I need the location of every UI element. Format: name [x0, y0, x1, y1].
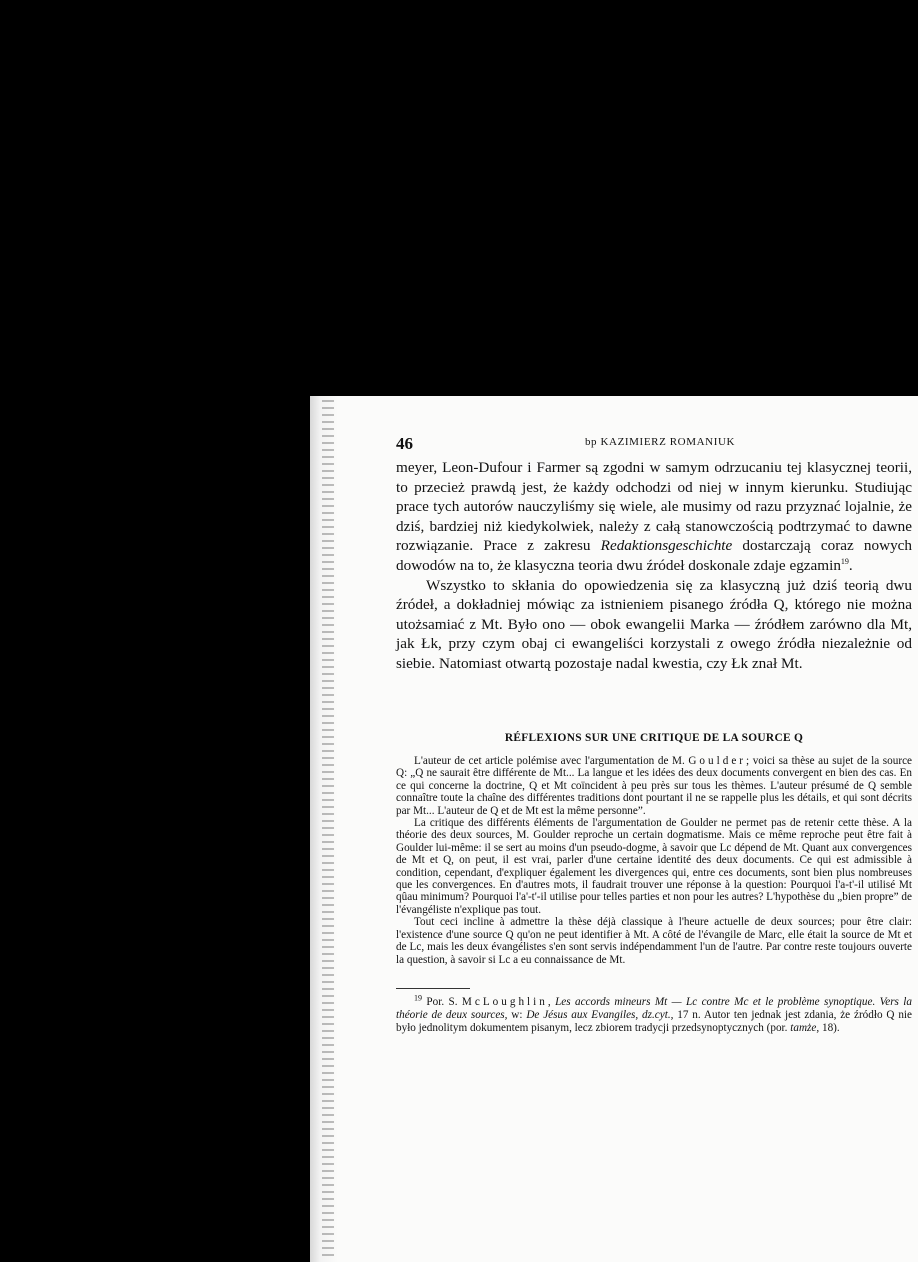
summary-paragraph-1: L'auteur de cet article polémise avec l'argumentation de M. Goulder; voici sa thèse au sujet de la source Q: „Q ne saurait être différente de Mt... La langue et les idées des deux documents convergent en bien des cas. En ce qui concerne la doctrine, Q et Mt coïncident à peu près sur tous les thèmes. L'auteur présumé de Q semble connaître toute la chaîne des différentes traditions dont pourtant il ne se rappelle plus les détails, et qui sont décrits par Mt... L'auteur de Q et de Mt est la même personne”. — [396, 755, 912, 817]
paragraph-2: Wszystko to skłania do opowiedzenia się za klasyczną już dziś teorią dwu źródeł, a dokładniej mówiąc za istnieniem pisanego źródła Q, którego nie można utożsamiać z Mt. Było ono — obok ewangelii Marka — źródłem zarówno dla Mt, jak Łk, przy czym obaj ci ewangeliści korzystali z owego źródła niezależnie od siebie. Natomiast otwartą pozostaje nadal kwestia, czy Łk znał Mt. — [396, 576, 912, 672]
summary-paragraph-3: Tout ceci incline à admettre la thèse déjà classique à l'heure actuelle de deux sources; pour être clair: l'existence d'une source Q qu'on ne peut identifier à Mt. A côté de l'évangile de Marc, elle était la source de Mt et de Lc, mais les deux évangélistes s'en sont servis indépendamment l'un de l'autre. Par contre reste toujours ouverte la question, à savoir si Lc a eu connaissance de Mt. — [396, 916, 912, 966]
running-head: bp KAZIMIERZ ROMANIUK — [584, 436, 736, 448]
main-text — [396, 458, 912, 674]
binding-edge — [322, 400, 334, 1258]
summary-text — [396, 755, 912, 966]
footnote-rule — [396, 988, 470, 989]
summary-paragraph-2: La critique des différents éléments de l'argumentation de Goulder ne permet pas de retenir cette thèse. A la théorie des deux sources, M. Goulder reproche un certain dogmatisme. Mais ce même reproche peut être fait à Goulder lui-même: il se sert au moins d'un pseudo-dogme, à savoir que Lc dépend de Mt. Quant aux convergences de Mt et Q, on peut, il est vrai, parler d'une certaine identité des deux documents. Ce qui est admissible à condition, cependant, d'expliquer également les divergences qui, entre ces documents, sont bien plus nombreuses que les convergences. En d'autres mots, il faudrait trouver une réponse à la question: Pourquoi l'a-t'-il utilisé Mt qûau minimum? Pourquoi l'a'-t'-il utilise pour telles parties et non pour les autres? L'hypothèse du „bien propre” de l'évangéliste n'explique pas tout. — [396, 817, 912, 916]
paragraph-1: meyer, Leon-Dufour i Farmer są zgodni w samym odrzucaniu tej klasycznej teorii, to przecież prawdą jest, że każdy odchodzi od niej w innym kierunku. Studiując prace tych autorów nauczyliśmy się wiele, ale musimy od razu przyznać lojalnie, że dziś, bardziej niż kiedykolwiek, należy z całą stanowczością podtrzymać to dawne rozwiązanie. Prace z zakresu Redaktionsgeschichte dostarczają coraz nowych dowodów na to, że klasyczna teoria dwu źródeł doskonale zdaje egzamin$^{19}$. — [396, 459, 913, 574]
summary-title: RÉFLEXIONS SUR UNE CRITIQUE DE LA SOURCE Q — [504, 732, 804, 744]
scan-background — [0, 0, 918, 396]
footnote-19: $^{19}$ Por. S. McLoughlin, Les accords mineurs Mt — Lc contre Mc et le problème synoptique. Vers la théorie de deux sources, w: De Jésus aux Evangiles, dz.cyt., 17 n. Autor ten jednak jest zdania, że źródło Q nie było jednolitym dokumentem pisanym, lecz zbiorem tradycji przedsynoptycznych (por. tamże, 18). — [396, 993, 913, 1034]
book-page — [310, 396, 918, 1262]
page-number: 46 — [396, 434, 413, 453]
footnote — [396, 993, 913, 1035]
footnote-ref: 19 — [840, 556, 849, 566]
page-gutter — [310, 396, 338, 1262]
